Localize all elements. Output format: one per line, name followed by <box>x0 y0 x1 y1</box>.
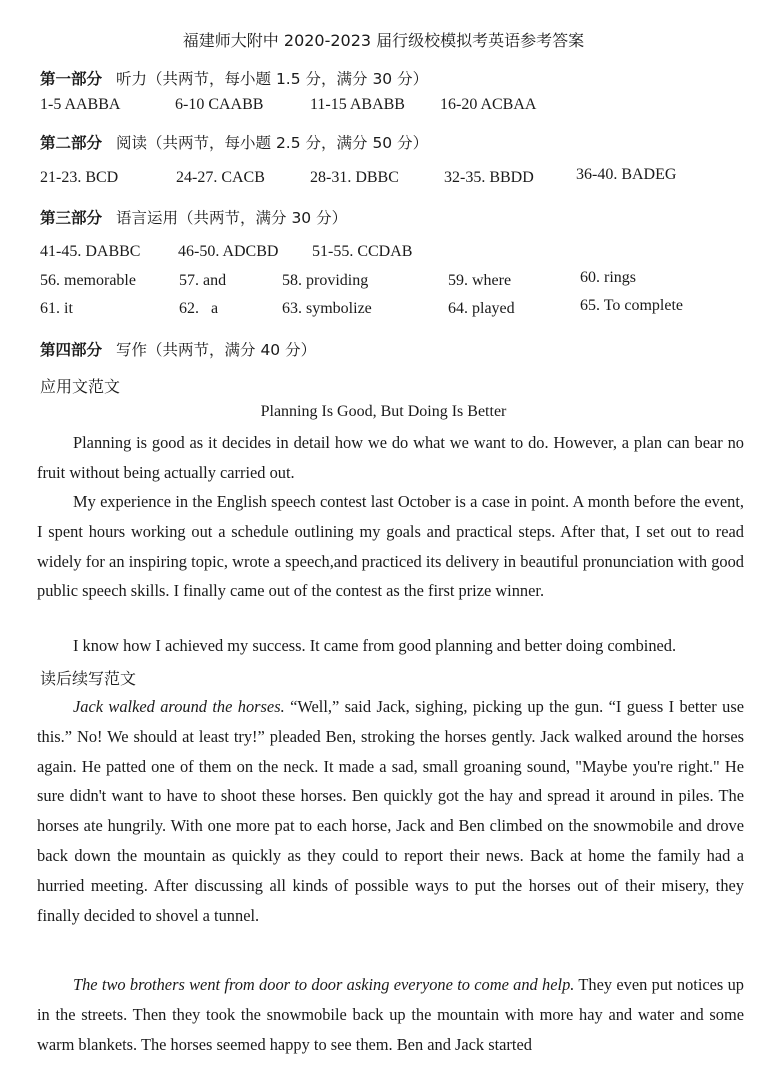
part3-answers-row1 <box>40 243 760 267</box>
answer-group: 6-10 CAABB <box>175 96 264 113</box>
answer-group: 51-55. CCDAB <box>312 243 413 260</box>
part2-answers <box>40 166 760 193</box>
story-opening-sentence: The two brothers went from door to door asking everyone to come and help. <box>73 975 575 994</box>
answer-group: 36-40. BADEG <box>576 166 677 183</box>
answer-group: 41-45. DABBC <box>40 243 141 260</box>
story-paragraph <box>37 970 744 1059</box>
part4-label: 第四部分 <box>40 341 103 359</box>
story-paragraph <box>37 692 744 930</box>
answer-item: 65. To complete <box>580 297 684 314</box>
answer-group: 11-15 ABABB <box>310 96 405 113</box>
part3-label: 第三部分 <box>40 209 103 227</box>
part1-desc: 听力（共两节，每小题 1.5 分，满分 30 分） <box>116 70 429 88</box>
answer-group: 46-50. ADCBD <box>178 243 279 260</box>
essay-paragraph: I know how I achieved my success. It came from good planning and better doing combined. <box>73 636 677 655</box>
answer-item: 64. played <box>448 300 515 317</box>
answer-item: 61. it <box>40 300 73 317</box>
answer-group: 1-5 AABBA <box>40 96 121 113</box>
part2-label: 第二部分 <box>40 134 103 152</box>
answer-item: 60. rings <box>580 269 636 286</box>
applied-writing-label: 应用文范文 <box>40 377 121 396</box>
part1-heading <box>40 67 428 89</box>
essay-paragraph: My experience in the English speech contest last October is a case in point. A month before the event, I spent hours working out a schedule outlining my goals and practical steps. After that, I set out to read widely for an inspiring topic, wrote a speech,and practiced its delivery in beautiful pronunciation with good public speech skills. I finally came out of the contest as the first prize winner. <box>37 492 744 601</box>
part3-heading <box>40 206 347 228</box>
part1-label: 第一部分 <box>40 70 103 88</box>
part3-answers-row3 <box>40 297 760 324</box>
part1-answers <box>40 96 760 120</box>
answer-item: 63. symbolize <box>282 300 372 317</box>
answer-group: 32-35. BBDD <box>444 169 534 186</box>
part4-desc: 写作（共两节，满分 40 分） <box>116 341 317 359</box>
answer-group: 24-27. CACB <box>176 169 265 186</box>
answer-group: 28-31. DBBC <box>310 169 399 186</box>
answer-item: 56. memorable <box>40 272 136 289</box>
essay-title: Planning Is Good, But Doing Is Better <box>260 403 507 420</box>
part2-heading <box>40 131 428 153</box>
part4-heading <box>40 338 316 360</box>
answer-item: 62. a <box>179 300 219 317</box>
answer-group: 21-23. BCD <box>40 169 119 186</box>
answer-item: 58. providing <box>282 272 369 289</box>
story-text: They even put notices up in the streets. Then they took the snowmobile back up the mountain with more hay and water and some warm blankets. The horses seemed happy to see them. Ben and Jack started <box>37 975 744 1054</box>
part2-desc: 阅读（共两节，每小题 2.5 分，满分 50 分） <box>116 134 429 152</box>
answer-item: 57. and <box>179 272 227 289</box>
story-opening-sentence: Jack walked around the horses. <box>73 697 285 716</box>
answer-group: 16-20 ACBAA <box>440 96 537 113</box>
part3-answers-row2 <box>40 269 760 296</box>
answer-item: 59. where <box>448 272 512 289</box>
page-title: 福建师大附中 2020-2023 届行级校模拟考英语参考答案 <box>182 31 585 50</box>
essay-paragraph: Planning is good as it decides in detail how we do what we want to do. However, a plan can bear no fruit without being actually carried out. <box>37 433 744 482</box>
continuation-writing-label: 读后续写范文 <box>40 669 137 688</box>
story-text: “Well,” said Jack, sighing, picking up the gun. “I guess I better use this.” No! We should at least try!” pleaded Ben, stroking the horses gently. Jack walked around the horses again. He patted one of them on the neck. It made a sad, small groaning sound, "Maybe you're right." He sure didn't want to have to shoot these horses. Ben quickly got the hay and spread it around in piles. The horses ate hungrily. With one more pat to each horse, Jack and Ben climbed on the snowmobile and drove back down the mountain as quickly as they could to report their news. Back at home the family had a hurried meeting. After discussing all kinds of possible ways to put the horses out of their misery, they finally decided to shovel a tunnel. <box>37 697 744 925</box>
part3-desc: 语言运用（共两节，满分 30 分） <box>116 209 348 227</box>
